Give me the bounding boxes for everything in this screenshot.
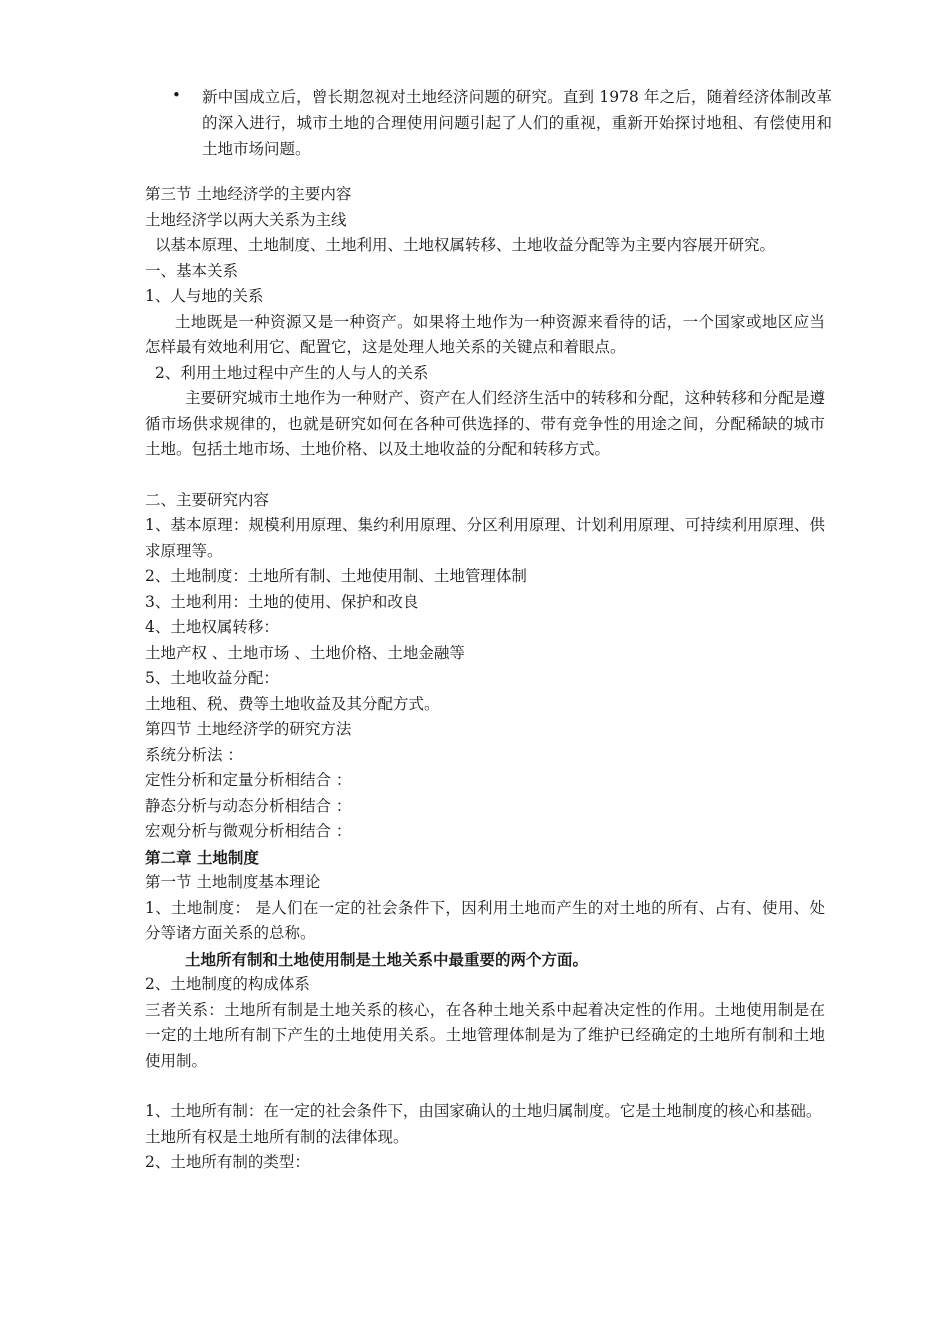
- method-static: 静态分析与动态分析相结合 ：: [145, 796, 352, 815]
- content-scope-text: 以基本原理、土地制度、土地利用、土地权属转移、土地收益分配等为主要内容展开研究。: [155, 236, 776, 254]
- heading-basic-relations: 一、基本关系: [145, 261, 239, 280]
- heading-human-land: 1、人与地的关系: [145, 287, 264, 305]
- method-system: 系统分析法 ：: [145, 745, 243, 764]
- section-4-title: 第四节 土地经济学的研究方法: [145, 720, 352, 738]
- chapter-2-title: 第二章 土地制度: [145, 847, 259, 867]
- paragraph-human-human: 主要研究城市土地作为一种财产、资产在人们经济生活中的转移和分配，这种转移和分配是遵循市场供求规律的，也就是研究如何在各种可供选择的、带有竞争性的用途之间，分配稀缺的城市土地。包括土地市场、土地价格、以及土地收益的分配和转移方式。: [145, 389, 825, 458]
- section-3-title: 第三节 土地经济学的主要内容: [145, 185, 352, 203]
- emphasis-statement: 土地所有制和土地使用制是土地关系中最重要的两个方面。: [185, 949, 589, 969]
- bullet-icon: •: [172, 86, 181, 104]
- item-land-revenue: 5、土地收益分配：: [145, 669, 279, 687]
- item-land-revenue-detail: 土地租、税、费等土地收益及其分配方式。: [145, 694, 440, 713]
- paragraph-human-land: 土地既是一种资源又是一种资产。如果将土地作为一种资源来看待的话，一个国家或地区应当怎样最有效地利用它、配置它，这是处理人地关系的关键点和着眼点。: [145, 312, 825, 356]
- land-system-definition: 1、土地制度： 是人们在一定的社会条件下，因利用土地而产生的对土地的所有、占有、使用、处分等诸方面关系的总称。: [145, 898, 825, 942]
- chapter-2-section-1: 第一节 土地制度基本理论: [145, 873, 321, 891]
- document-body: [145, 182, 825, 1176]
- item-land-use: 3、土地利用：土地的使用、保护和改良: [145, 592, 419, 611]
- main-line-text: 土地经济学以两大关系为主线: [145, 210, 347, 229]
- bullet-paragraph: [172, 84, 832, 162]
- item-land-system: 2、土地制度：土地所有制、土地使用制、土地管理体制: [145, 567, 527, 585]
- heading-main-research: 二、主要研究内容: [145, 490, 270, 509]
- method-macro: 宏观分析与微观分析相结合 ：: [145, 822, 352, 840]
- heading-human-human: 2、利用土地过程中产生的人与人的关系: [155, 363, 429, 382]
- ownership-types-heading: 2、土地所有制的类型：: [145, 1153, 310, 1171]
- heading-system-structure: 2、土地制度的构成体系: [145, 975, 310, 993]
- land-ownership-definition: 1、土地所有制：在一定的社会条件下，由国家确认的土地归属制度。它是土地制度的核心和基础。: [145, 1102, 822, 1120]
- land-ownership-right: 土地所有权是土地所有制的法律体现。: [145, 1127, 409, 1146]
- item-land-transfer-detail: 土地产权 、土地市场 、土地价格、土地金融等: [145, 643, 465, 662]
- item-basic-principles: 1、基本原理：规模利用原理、集约利用原理、分区利用原理、计划利用原理、可持续利用原理、供求原理等。: [145, 516, 825, 560]
- bullet-text: 新中国成立后，曾长期忽视对土地经济问题的研究。直到 1978 年之后，随着经济体制改革的深入进行，城市土地的合理使用问题引起了人们的重视，重新开始探讨地租、有偿使用和土地市场问题。: [202, 88, 832, 158]
- three-relations-paragraph: 三者关系：土地所有制是土地关系的核心，在各种土地关系中起着决定性的作用。土地使用制是在一定的土地所有制下产生的土地使用关系。土地管理体制是为了维护已经确定的土地所有制和土地使用制。: [145, 1000, 825, 1070]
- method-qualitative: 定性分析和定量分析相结合 ：: [145, 771, 352, 789]
- item-land-transfer: 4、土地权属转移：: [145, 618, 279, 636]
